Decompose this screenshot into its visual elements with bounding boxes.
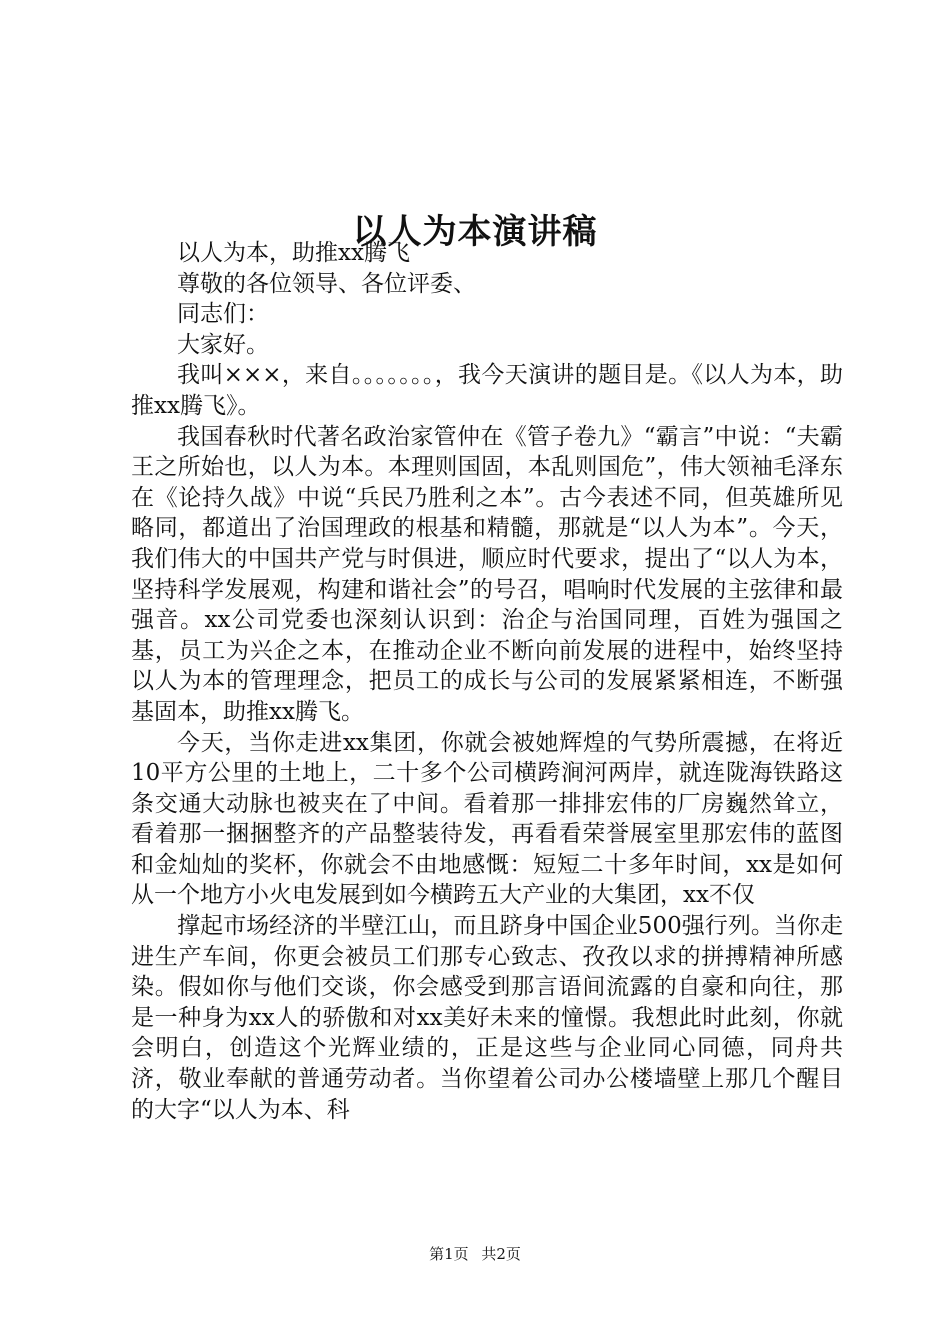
body-paragraph: 撑起市场经济的半壁江山，而且跻身中国企业500强行列。当你走进生产车间，你更会被员工们那专心致志、孜孜以求的拼搏精神所感染。假如你与他们交谈，你会感受到那言语间流露的自豪和向往，那是一种身为xx人的骄傲和对xx美好未来的憧憬。我想此时此刻，你就会明白，创造这个光辉业绩的，正是这些与企业同心同德，同舟共济，敬业奉献的普通劳动者。当你望着公司办公楼墙壁上那几个醒目的大字“以人为本、科 <box>131 913 843 1123</box>
salutation-line: 同志们： <box>177 301 269 328</box>
page-number: 第1页 <box>429 1245 469 1263</box>
greeting-paragraph: 大家好。 <box>177 331 269 358</box>
body-paragraph: 我国春秋时代著名政治家管仲在《管子卷九》“霸言”中说：“夫霸王之所始也，以人为本。本理则国固，本乱则国危”，伟大领袖毛泽东在《论持久战》中说“兵民乃胜利之本”。古今表述不同，但英雄所见略同，都道出了治国理政的根基和精髓，那就是“以人为本”。今天，我们伟大的中国共产党与时俱进，顺应时代要求，提出了“以人为本，坚持科学发展观，构建和谐社会”的号召，唱响时代发展的主弦律和最强音。xx公司党委也深刻认识到：治企与治国同理，百姓为强国之基，员工为兴企之本，在推动企业不断向前发展的进程中，始终坚持以人为本的管理理念，把员工的成长与公司的发展紧紧相连，不断强基固本，助推xx腾飞。 <box>131 423 843 725</box>
page-footer <box>0 1243 950 1265</box>
speech-subtitle: 以人为本，助推xx腾飞 <box>177 240 410 266</box>
salutation-line: 尊敬的各位领导、各位评委、 <box>177 270 476 297</box>
document-body <box>131 238 843 1125</box>
document-title: 以人为本演讲稿 <box>352 211 598 252</box>
body-paragraph: 今天，当你走进xx集团，你就会被她辉煌的气势所震撼，在将近10平方公里的土地上，二十多个公司横跨涧河两岸，就连陇海铁路这条交通大动脉也被夹在了中间。看着那一排排宏伟的厂房巍然耸立，看着那一捆捆整齐的产品整装待发，再看看荣誉展室里那宏伟的蓝图和金灿灿的奖杯，你就会不由地感慨：短短二十多年时间，xx是如何从一个地方小火电发展到如今横跨五大产业的大集团，xx不仅 <box>131 729 843 909</box>
intro-paragraph: 我叫×××，来自。。。。。。。，我今天演讲的题目是。《以人为本，助推xx腾飞》。 <box>131 362 843 419</box>
page-total: 共2页 <box>481 1245 521 1263</box>
